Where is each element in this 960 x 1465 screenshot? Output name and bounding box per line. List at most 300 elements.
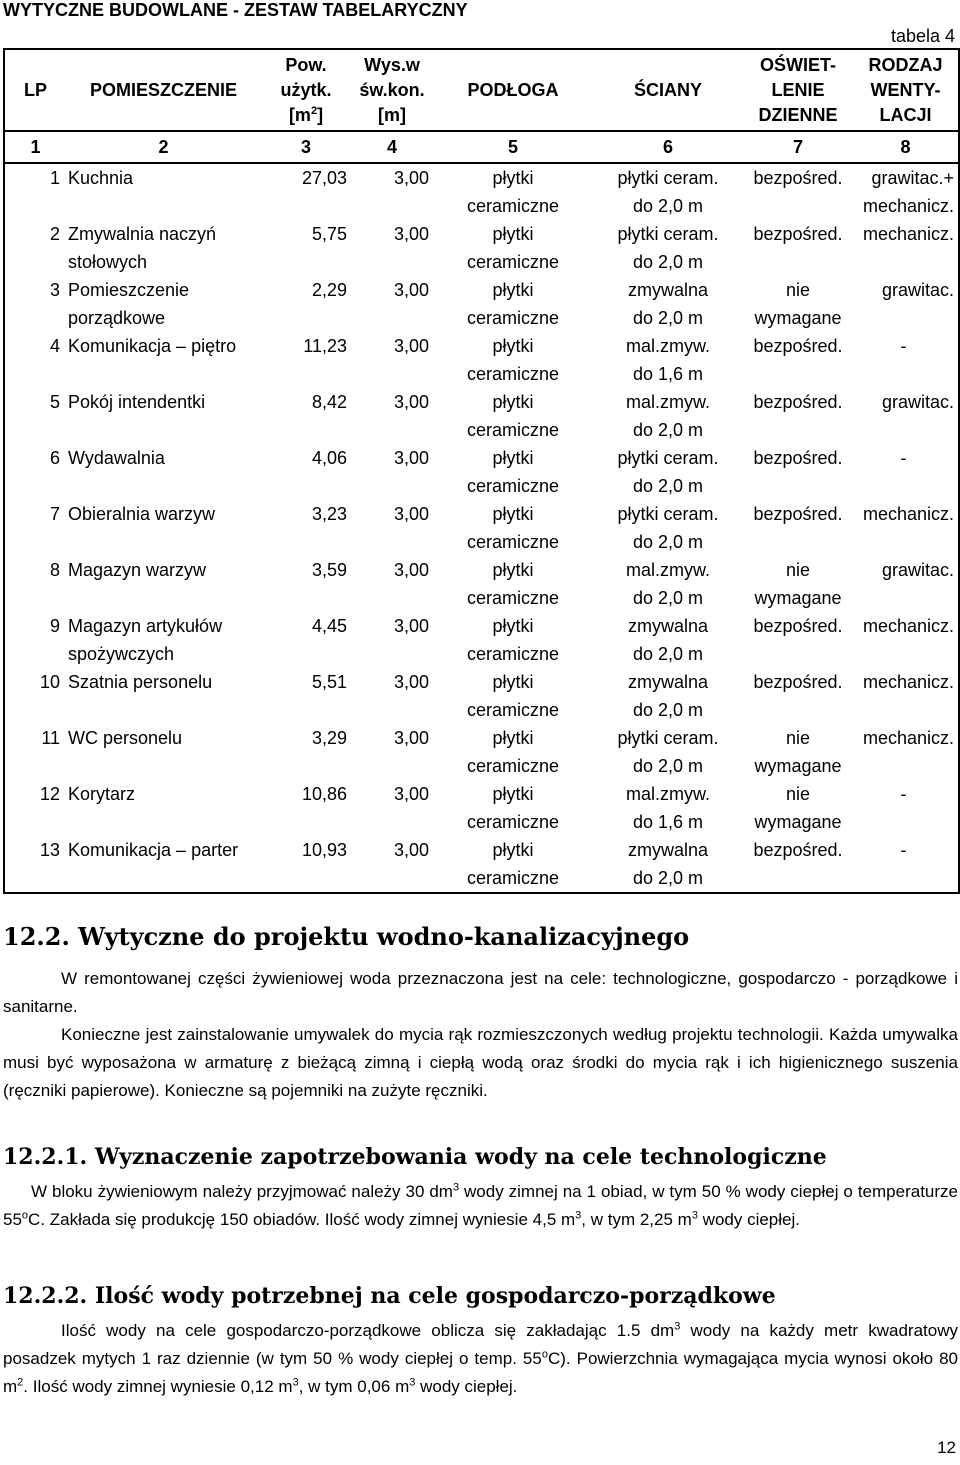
lighting-line1: bezpośred. [753,840,843,860]
lighting-line2: wymagane [754,588,842,608]
table-row [4,388,959,444]
cell-floor [433,163,593,220]
ventilation-line1: grawitac. [881,560,954,580]
floor-line2: ceramiczne [466,476,560,496]
cell-area [261,163,351,220]
cell-height [351,220,433,276]
height-text: 3,00 [393,560,429,580]
lp-text: 13 [39,840,60,860]
lighting-line1: nie [785,560,811,580]
header-area-line2: użytk. [280,79,332,100]
cell-area [261,780,351,836]
text-run: wody zimnej na 1 obiad, w tym 50 % wody ciepłej o temperaturze 55 [3,1182,958,1229]
lighting-line1: nie [785,280,811,300]
cell-walls [593,444,743,500]
paragraph [3,1317,958,1401]
height-text: 3,00 [393,784,429,804]
superscript: 3 [409,1376,416,1389]
floor-line1: płytki [492,728,534,748]
cell-area [261,444,351,500]
table-row [4,332,959,388]
lp-text: 7 [49,504,60,524]
cell-area [261,500,351,556]
cell-room-name [66,276,261,332]
area-text: 3,59 [311,560,347,580]
cell-area [261,388,351,444]
lp-text: 6 [49,448,60,468]
cell-lighting [743,556,853,612]
header-ventilation-line1: RODZAJ [868,54,943,75]
height-text: 3,00 [393,840,429,860]
room-name-line1: Magazyn artykułów [68,616,223,636]
cell-lighting [743,668,853,724]
cell-room-name [66,724,261,780]
cell-area [261,724,351,780]
room-name-line1: Obieralnia warzyw [68,504,216,524]
text-run: , w tym 2,25 m [581,1210,692,1229]
walls-line2: do 1,6 m [632,364,704,384]
cell-ventilation [853,276,959,332]
cell-height [351,556,433,612]
walls-line2: do 2,0 m [632,868,704,888]
cell-lighting [743,388,853,444]
cell-lp [4,612,66,668]
walls-line1: zmywalna [627,672,709,692]
floor-line1: płytki [492,392,534,412]
header-room: POMIESZCZENIE [89,79,237,100]
room-name-line1: Pomieszczenie [68,280,190,300]
area-text: 4,06 [311,448,347,468]
cell-lighting [743,724,853,780]
lp-text: 4 [49,336,60,356]
floor-line1: płytki [492,840,534,860]
cell-area [261,668,351,724]
cell-area [261,612,351,668]
lighting-line2: wymagane [754,812,842,832]
cell-walls [593,163,743,220]
paragraph [3,1178,958,1234]
cell-ventilation [853,332,959,388]
lighting-line1: bezpośred. [753,504,843,524]
room-name-line1: Magazyn warzyw [68,560,207,580]
floor-line1: płytki [492,672,534,692]
section-heading: 12.2. Wytyczne do projektu wodno-kanalizacyjnego [3,922,690,951]
table-row [4,276,959,332]
ventilation-line1: mechanicz. [862,224,954,244]
cell-ventilation [853,612,959,668]
room-name-line1: Komunikacja – piętro [68,336,237,356]
cell-room-name [66,500,261,556]
walls-line1: mal.zmyw. [625,560,710,580]
cell-ventilation [853,668,959,724]
header-walls: ŚCIANY [633,79,702,100]
header-ventilation [853,49,959,131]
lighting-line1: nie [785,728,811,748]
cell-ventilation [853,500,959,556]
room-name-line1: Wydawalnia [68,448,165,468]
text-run: wody na każdy metr kwadratowy posadzek mytych 1 raz dziennie (w tym 50 % wody ciepłej o temp. 55 [3,1321,958,1368]
floor-line2: ceramiczne [466,196,560,216]
column-number-row [4,131,959,163]
walls-line1: mal.zmyw. [625,784,710,804]
superscript: o [21,1209,29,1222]
cell-walls [593,836,743,893]
walls-line1: płytki ceram. [617,728,719,748]
area-text: 10,93 [301,840,347,860]
superscript: 3 [691,1209,698,1222]
text-run: C. Zakłada się produkcję 150 obiadów. Ilość wody zimnej wyniesie 4,5 m [28,1210,576,1229]
column-number: 5 [433,131,593,163]
floor-line1: płytki [492,616,534,636]
header-area [261,49,351,131]
lighting-line1: bezpośred. [753,336,843,356]
room-name-line1: Szatnia personelu [68,672,213,692]
cell-ventilation [853,220,959,276]
text-run: Ilość wody na cele gospodarczo-porządkowe oblicza się zakładając 1.5 dm [61,1321,675,1340]
cell-walls [593,556,743,612]
ventilation-line1: grawitac.+ [871,168,954,188]
cell-area [261,220,351,276]
lighting-line1: nie [785,784,811,804]
floor-line1: płytki [492,224,534,244]
walls-line1: mal.zmyw. [625,336,710,356]
header-area-line1: Pow. [285,54,327,75]
walls-line2: do 1,6 m [632,812,704,832]
cell-walls [593,276,743,332]
room-name-line1: Zmywalnia naczyń [68,224,217,244]
cell-floor [433,668,593,724]
superscript: 3 [292,1376,299,1389]
height-text: 3,00 [393,504,429,524]
header-height-line1: Wys.w [364,54,420,75]
cell-lp [4,724,66,780]
walls-line1: płytki ceram. [617,168,719,188]
height-text: 3,00 [393,168,429,188]
cell-area [261,276,351,332]
table-row [4,780,959,836]
walls-line2: do 2,0 m [632,252,704,272]
floor-line2: ceramiczne [466,364,560,384]
ventilation-line1: mechanicz. [862,616,954,636]
area-text: 3,23 [311,504,347,524]
ventilation-line1: mechanicz. [862,728,954,748]
column-number: 6 [593,131,743,163]
cell-area [261,556,351,612]
cell-room-name [66,332,261,388]
height-text: 3,00 [393,280,429,300]
text-run: wody ciepłej. [415,1377,518,1396]
walls-line2: do 2,0 m [632,700,704,720]
floor-line1: płytki [492,560,534,580]
area-text: 11,23 [303,336,347,356]
column-number: 2 [66,131,261,163]
ventilation-line1: - [900,336,907,356]
room-name-line1: Kuchnia [68,168,134,188]
cell-height [351,276,433,332]
floor-line2: ceramiczne [466,812,560,832]
cell-lp [4,388,66,444]
subsection-heading: 12.2.2. Ilość wody potrzebnej na cele gospodarczo-porządkowe [3,1283,776,1309]
floor-line1: płytki [492,280,534,300]
cell-room-name [66,388,261,444]
walls-line2: do 2,0 m [632,756,704,776]
lighting-line1: bezpośred. [753,392,843,412]
header-lp: LP [23,79,47,100]
cell-lp [4,780,66,836]
lp-text: 9 [49,616,60,636]
cell-floor [433,276,593,332]
cell-walls [593,500,743,556]
height-text: 3,00 [393,448,429,468]
area-text: 4,45 [311,616,347,636]
cell-area [261,332,351,388]
cell-room-name [66,836,261,893]
room-name-line2: porządkowe [68,308,166,328]
floor-line1: płytki [492,448,534,468]
cell-room-name [66,556,261,612]
cell-lp [4,444,66,500]
header-ventilation-line3: LACJI [879,104,932,125]
table-row [4,612,959,668]
lp-text: 2 [49,224,60,244]
room-name-line2: stołowych [68,252,148,272]
room-name-line1: WC personelu [68,728,183,748]
column-number: 7 [743,131,853,163]
header-height-line3: [m] [378,104,406,125]
cell-floor [433,724,593,780]
area-text: 10,86 [301,784,347,804]
cell-height [351,163,433,220]
cell-room-name [66,163,261,220]
cell-ventilation [853,163,959,220]
cell-floor [433,500,593,556]
cell-lighting [743,500,853,556]
lp-text: 11 [41,728,60,748]
floor-line1: płytki [492,168,534,188]
cell-height [351,612,433,668]
cell-lighting [743,836,853,893]
table-row [4,724,959,780]
paragraph: Konieczne jest zainstalowanie umywalek do mycia rąk rozmieszczonych według projektu technologii. Każda umywalka musi być wyposażona w armaturę z bieżącą zimną i ciepłą wodą oraz środki do mycia rąk i ich higienicznego suszenia (ręczniki papierowe). Konieczne są pojemniki na zużyte ręczniki. [3,1025,958,1100]
superscript: 2 [17,1376,24,1389]
superscript: 3 [575,1209,582,1222]
cell-lighting [743,276,853,332]
superscript: 3 [452,1181,460,1194]
page-number: 12 [937,1438,956,1457]
cell-area [261,836,351,893]
superscript: o [541,1348,548,1361]
ventilation-line1: mechanicz. [862,504,954,524]
cell-ventilation [853,556,959,612]
floor-line1: płytki [492,504,534,524]
height-text: 3,00 [393,672,429,692]
cell-lp [4,836,66,893]
floor-line1: płytki [492,784,534,804]
walls-line2: do 2,0 m [632,532,704,552]
table-row [4,163,959,220]
superscript: 3 [674,1320,681,1333]
header-height [351,49,433,131]
floor-line1: płytki [492,336,534,356]
cell-ventilation [853,444,959,500]
height-text: 3,00 [393,728,429,748]
walls-line1: płytki ceram. [617,504,719,524]
cell-lp [4,276,66,332]
floor-line2: ceramiczne [466,700,560,720]
text-run: . Ilość wody zimnej wyniesie 0,12 m [23,1377,293,1396]
ventilation-line1: grawitac. [881,280,954,300]
cell-height [351,668,433,724]
cell-walls [593,332,743,388]
cell-lighting [743,220,853,276]
floor-line2: ceramiczne [466,532,560,552]
walls-line2: do 2,0 m [632,476,704,496]
section-technological-water [3,1144,958,1234]
cell-height [351,388,433,444]
header-lighting [743,49,853,131]
area-text: 8,42 [311,392,347,412]
table-row [4,668,959,724]
cell-height [351,836,433,893]
table-row [4,500,959,556]
cell-floor [433,836,593,893]
cell-height [351,444,433,500]
column-number: 1 [4,131,66,163]
header-area-unit-close: ] [317,104,324,125]
lighting-line1: bezpośred. [753,616,843,636]
room-spec-table [3,48,960,894]
document-header: WYTYCZNE BUDOWLANE - ZESTAW TABELARYCZNY [3,0,468,20]
lp-text: 3 [49,280,60,300]
cell-lighting [743,332,853,388]
area-text: 5,75 [311,224,347,244]
ventilation-line1: - [900,448,907,468]
text-run: C). Powierzchnia wymagająca mycia wynosi około 80 m [3,1349,958,1396]
cell-room-name [66,444,261,500]
header-lighting-line3: DZIENNE [758,104,838,125]
lp-text: 10 [39,672,60,692]
cell-floor [433,332,593,388]
header-floor: PODŁOGA [467,79,559,100]
header-lighting-line2: LENIE [771,79,825,100]
height-text: 3,00 [393,616,429,636]
lighting-line1: bezpośred. [753,448,843,468]
floor-line2: ceramiczne [466,252,560,272]
room-name-line1: Komunikacja – parter [68,840,239,860]
cell-lp [4,556,66,612]
cell-room-name [66,668,261,724]
cell-room-name [66,612,261,668]
room-name-line2: spożywczych [68,644,175,664]
area-text: 27,03 [301,168,347,188]
cell-floor [433,612,593,668]
cell-lighting [743,444,853,500]
ventilation-line1: - [900,784,907,804]
lighting-line1: bezpośred. [753,224,843,244]
cell-ventilation [853,836,959,893]
cell-height [351,500,433,556]
lighting-line1: bezpośred. [753,672,843,692]
walls-line2: do 2,0 m [632,308,704,328]
ventilation-line1: mechanicz. [862,672,954,692]
table-row [4,836,959,893]
header-height-line2: św.kon. [359,79,425,100]
cell-ventilation [853,780,959,836]
cell-lp [4,220,66,276]
cell-floor [433,388,593,444]
walls-line1: zmywalna [627,840,709,860]
cell-room-name [66,780,261,836]
floor-line2: ceramiczne [466,308,560,328]
table-label: tabela 4 [890,26,955,46]
walls-line2: do 2,0 m [632,588,704,608]
column-number: 4 [351,131,433,163]
area-text: 3,29 [311,728,347,748]
cell-walls [593,612,743,668]
table-row [4,444,959,500]
table-row [4,220,959,276]
walls-line2: do 2,0 m [632,420,704,440]
walls-line1: zmywalna [627,280,709,300]
cell-walls [593,724,743,780]
cell-floor [433,556,593,612]
lighting-line2: wymagane [754,756,842,776]
cell-lp [4,500,66,556]
header-area-unit: [m [288,104,311,125]
cell-ventilation [853,724,959,780]
room-name-line1: Korytarz [68,784,136,804]
section-maintenance-water [3,1283,958,1401]
lp-text: 12 [39,784,60,804]
height-text: 3,00 [393,336,429,356]
lp-text: 5 [49,392,60,412]
cell-height [351,780,433,836]
column-number: 8 [853,131,959,163]
walls-line1: płytki ceram. [617,448,719,468]
height-text: 3,00 [393,224,429,244]
cell-walls [593,220,743,276]
text-run: wody ciepłej. [697,1210,800,1229]
floor-line2: ceramiczne [466,588,560,608]
cell-lp [4,668,66,724]
height-text: 3,00 [393,392,429,412]
header-lighting-line1: OŚWIET- [760,54,836,75]
header-area-sup: 2 [310,104,318,117]
column-number: 3 [261,131,351,163]
area-text: 2,29 [311,280,347,300]
ventilation-line1: - [900,840,907,860]
text-run: , w tym 0,06 m [298,1377,410,1396]
table-header-row [4,49,959,131]
walls-line2: do 2,0 m [632,644,704,664]
floor-line2: ceramiczne [466,420,560,440]
cell-lighting [743,612,853,668]
walls-line1: płytki ceram. [617,224,719,244]
walls-line1: zmywalna [627,616,709,636]
cell-walls [593,388,743,444]
cell-lp [4,163,66,220]
lp-text: 1 [49,168,60,188]
lighting-line2: wymagane [754,308,842,328]
subsection-heading: 12.2.1. Wyznaczenie zapotrzebowania wody na cele technologiczne [3,1144,827,1170]
table-row [4,556,959,612]
ventilation-line2: mechanicz. [862,196,954,216]
cell-height [351,332,433,388]
ventilation-line1: grawitac. [881,392,954,412]
cell-walls [593,780,743,836]
walls-line1: mal.zmyw. [625,392,710,412]
floor-line2: ceramiczne [466,756,560,776]
